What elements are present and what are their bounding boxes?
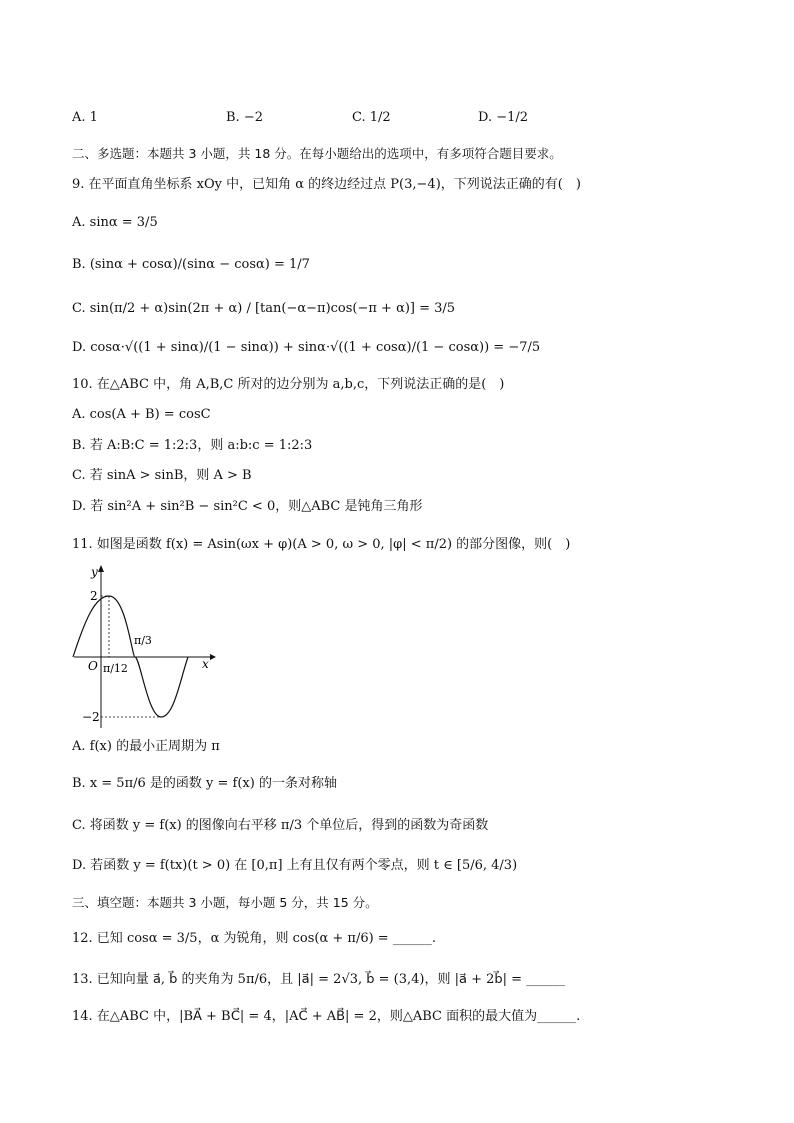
- q10-stem: 10. 在△ABC 中，角 A,B,C 所对的边分别为 a,b,c，下列说法正确的是( ): [72, 377, 505, 392]
- q10-option-c: C. 若 sinA > sinB，则 A > B: [72, 468, 252, 483]
- q12-text: 12. 已知 cosα = 3/5，α 为锐角，则 cos(α + π/6) = ______.: [72, 931, 436, 946]
- x-axis-arrow-icon: [210, 654, 216, 660]
- q11-option-b: B. x = 5π/6 是的函数 y = f(x) 的一条对称轴: [72, 776, 337, 791]
- y-max-label: 2: [90, 589, 98, 603]
- q9-option-c: C. sin(π/2 + α)sin(2π + α) / [tan(−α−π)cos(−π + α)] = 3/5: [72, 301, 456, 316]
- y-min-label: −2: [82, 710, 100, 724]
- q8-option-d: D. −1/2: [478, 110, 529, 125]
- q10-option-a: A. cos(A + B) = cosC: [72, 407, 211, 422]
- y-axis-label: y: [91, 565, 98, 579]
- section-2-heading: 二、多选题：本题共 3 小题，共 18 分。在每小题给出的选项中，有多项符合题目要求。: [72, 146, 562, 161]
- section-3-heading: 三、填空题：本题共 3 小题，每小题 5 分，共 15 分。: [72, 895, 378, 910]
- tick-pi-over-3: π/3: [134, 634, 152, 647]
- q13-text: 13. 已知向量 a⃗, b⃗ 的夹角为 5π/6，且 |a⃗| = 2√3, b⃗ = (3,4)，则 |a⃗ + 2b⃗| = ______: [72, 972, 566, 987]
- q9-option-a: A. sinα = 3/5: [72, 215, 158, 230]
- q8-option-b: B. −2: [226, 110, 263, 125]
- x-axis-label: x: [202, 657, 209, 671]
- y-axis-arrow-icon: [98, 565, 104, 572]
- q9-option-b: B. (sinα + cosα)/(sinα − cosα) = 1/7: [72, 257, 310, 272]
- q10-option-d: D. 若 sin²A + sin²B − sin²C < 0，则△ABC 是钝角三角形: [72, 499, 423, 514]
- q8-option-c: C. 1/2: [352, 110, 391, 125]
- q11-option-d: D. 若函数 y = f(tx)(t > 0) 在 [0,π] 上有且仅有两个零点，则 t ∈ [5/6, 4/3): [72, 858, 518, 873]
- q10-option-b: B. 若 A:B:C = 1:2:3，则 a:b:c = 1:2:3: [72, 438, 313, 453]
- q11-option-c: C. 将函数 y = f(x) 的图像向右平移 π/3 个单位后，得到的函数为奇函数: [72, 818, 489, 833]
- q11-function-graph: [70, 560, 220, 730]
- origin-label: O: [88, 659, 98, 673]
- q11-option-a: A. f(x) 的最小正周期为 π: [72, 739, 220, 754]
- q14-text: 14. 在△ABC 中，|BA⃗ + BC⃗| = 4，|AC⃗ + AB⃗| = 2，则△ABC 面积的最大值为______.: [72, 1009, 581, 1024]
- tick-pi-over-12: π/12: [103, 662, 128, 675]
- q11-stem: 11. 如图是函数 f(x) = Asin(ωx + φ)(A > 0, ω > 0, |φ| < π/2) 的部分图像，则( ): [72, 537, 571, 552]
- q9-stem: 9. 在平面直角坐标系 xOy 中，已知角 α 的终边经过点 P(3,−4)，下列说法正确的有( ): [72, 177, 581, 192]
- q8-option-a: A. 1: [72, 110, 98, 125]
- q9-option-d: D. cosα·√((1 + sinα)/(1 − sinα)) + sinα·√((1 + cosα)/(1 − cosα)) = −7/5: [72, 340, 541, 355]
